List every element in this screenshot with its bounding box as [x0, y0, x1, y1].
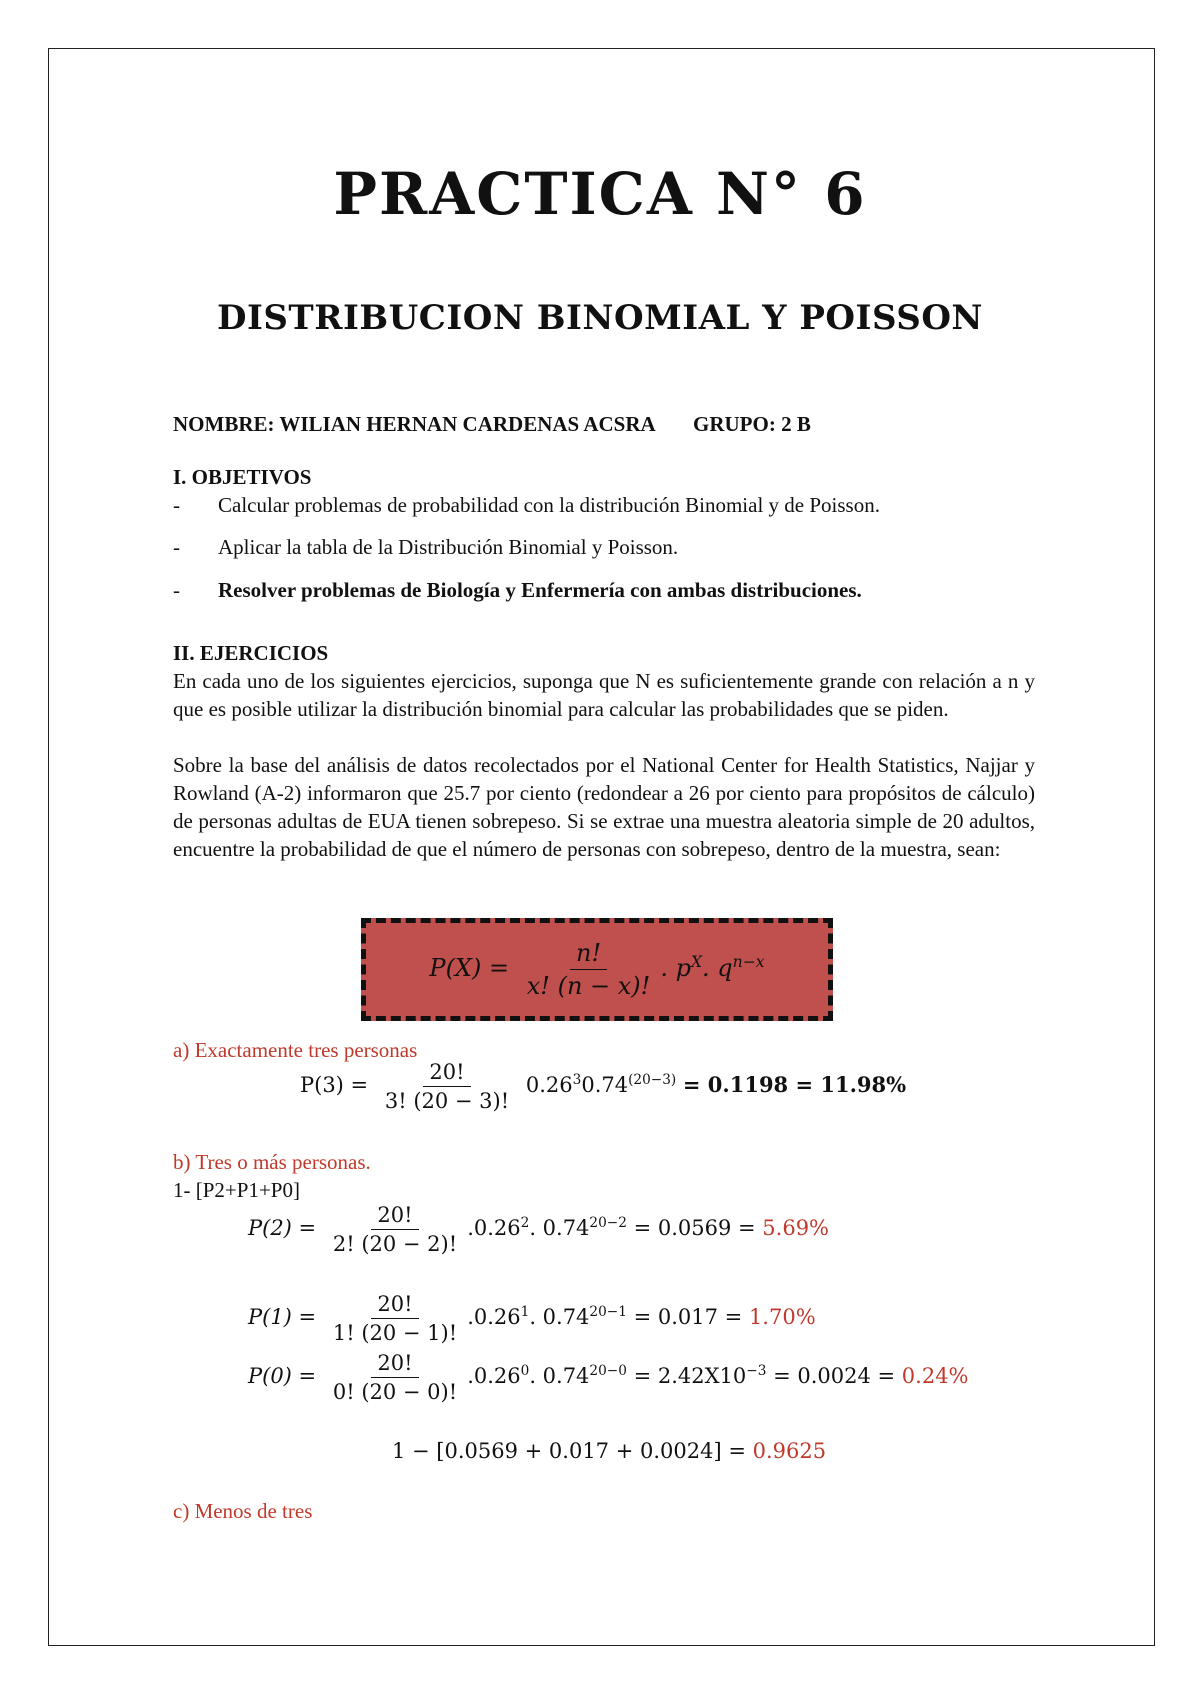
- part-a-fraction: [379, 1060, 515, 1113]
- group-value: 2 B: [781, 412, 811, 436]
- objective-item: Aplicar la tabla de la Distribución Binomial y Poisson.: [218, 535, 679, 559]
- p0-result-exp: −3: [746, 1363, 767, 1379]
- bullet-dash: -: [173, 578, 180, 602]
- p0-lhs: P(0) =: [248, 1364, 317, 1388]
- formula-q: . q: [702, 954, 733, 982]
- exercises-paragraph-2: Sobre la base del análisis de datos recolectados por el National Center for Health Statistics, Najjar y Rowland (A-2) informaron que 25.7 por ciento (redondear a 26 por ciento para propósitos de cálculo) de personas adultas de EUA tienen sobrepeso. Si se extrae una muestra aleatoria simple de 20 adultos, encuentre la probabilidad de que el número de personas con sobrepeso, dentro de la muestra, sean:: [173, 753, 1035, 861]
- p1-exp2: 20−1: [589, 1304, 627, 1320]
- p1-percent: 1.70%: [748, 1305, 816, 1329]
- p2-numerator: 20!: [371, 1203, 418, 1230]
- exercises-heading: II. EJERCICIOS: [173, 641, 329, 665]
- part-a-equation: [300, 1060, 906, 1113]
- total-value: 0.9625: [752, 1439, 827, 1463]
- p0-fraction: [327, 1351, 463, 1404]
- part-c-label: c) Menos de tres: [173, 1499, 313, 1523]
- part-b-label: b) Tres o más personas.: [173, 1150, 371, 1174]
- part-a-base2: 0.74: [581, 1073, 629, 1097]
- p2-equation: [248, 1203, 829, 1256]
- bullet-dash: -: [173, 535, 180, 559]
- p2-exp2: 20−2: [589, 1215, 627, 1231]
- part-a-denominator: 3! (20 − 3)!: [384, 1089, 510, 1113]
- part-a-exp1: 3: [572, 1072, 582, 1088]
- p2-base1: .0.26: [467, 1216, 521, 1240]
- p2-lhs: P(2) =: [248, 1216, 317, 1240]
- formula-p-exp: X: [690, 953, 703, 971]
- p1-base2: . 0.74: [529, 1305, 590, 1329]
- objective-item: Calcular problemas de probabilidad con la distribución Binomial y de Poisson.: [218, 493, 880, 517]
- p0-percent: 0.24%: [901, 1364, 969, 1388]
- p0-numerator: 20!: [371, 1351, 418, 1378]
- part-b-rule: 1- [P2+P1+P0]: [173, 1178, 300, 1202]
- p0-exp1: 0: [520, 1363, 530, 1379]
- p1-base1: .0.26: [467, 1305, 521, 1329]
- p2-exp1: 2: [520, 1215, 530, 1231]
- p0-exp2: 20−0: [589, 1363, 627, 1379]
- p1-result: = 0.017 =: [633, 1305, 743, 1329]
- formula-numerator: n!: [570, 939, 607, 970]
- formula-fraction: [521, 939, 657, 1000]
- p0-base2: . 0.74: [529, 1364, 590, 1388]
- objective-item: Resolver problemas de Biología y Enfermería con ambas distribuciones.: [218, 578, 862, 602]
- p1-exp1: 1: [520, 1304, 530, 1320]
- p1-numerator: 20!: [371, 1292, 418, 1319]
- part-a-result: = 0.1198 = 11.98%: [682, 1072, 907, 1097]
- p2-result: = 0.0569 =: [633, 1216, 756, 1240]
- part-a-exp2: (20−3): [628, 1072, 677, 1088]
- binomial-formula-box: [361, 918, 833, 1021]
- p2-fraction: [327, 1203, 463, 1256]
- name-label: NOMBRE:: [173, 412, 275, 436]
- total-equation: [392, 1439, 826, 1463]
- p0-result-post: = 0.0024 =: [773, 1364, 896, 1388]
- formula-denominator: x! (n − x)!: [526, 972, 651, 1000]
- p0-result-pre: = 2.42X10: [633, 1364, 747, 1388]
- p0-base1: .0.26: [467, 1364, 521, 1388]
- page-title: PRACTICA N° 6: [333, 160, 867, 228]
- p1-equation: [248, 1292, 816, 1345]
- p2-base2: . 0.74: [529, 1216, 590, 1240]
- objectives-heading: I. OBJETIVOS: [173, 465, 312, 489]
- p2-percent: 5.69%: [762, 1216, 830, 1240]
- formula-q-exp: n−x: [732, 953, 765, 971]
- p1-fraction: [327, 1292, 463, 1345]
- part-a-label: a) Exactamente tres personas: [173, 1038, 418, 1062]
- p0-denominator: 0! (20 − 0)!: [332, 1380, 458, 1404]
- part-a-base1: 0.26: [525, 1073, 573, 1097]
- formula-p: . p: [660, 954, 691, 982]
- p1-lhs: P(1) =: [248, 1305, 317, 1329]
- header-line: [173, 410, 811, 438]
- group-label: GRUPO:: [693, 412, 776, 436]
- formula-lhs: P(X) =: [429, 954, 510, 982]
- exercises-paragraph-1: En cada uno de los siguientes ejercicios, suponga que N es suficientemente grande con relación a n y que es posible utilizar la distribución binomial para calcular las probabilidades que se piden.: [173, 669, 1035, 721]
- total-expression: 1 − [0.0569 + 0.017 + 0.0024] =: [392, 1439, 746, 1463]
- name-value: WILIAN HERNAN CARDENAS ACSRA: [279, 412, 655, 436]
- p0-equation: [248, 1351, 969, 1404]
- page-subtitle: DISTRIBUCION BINOMIAL Y POISSON: [216, 298, 984, 338]
- p2-denominator: 2! (20 − 2)!: [332, 1232, 458, 1256]
- binomial-formula: [429, 939, 764, 1000]
- bullet-dash: -: [173, 493, 180, 517]
- part-a-lhs: P(3) =: [300, 1073, 369, 1097]
- p1-denominator: 1! (20 − 1)!: [332, 1321, 458, 1345]
- part-a-numerator: 20!: [423, 1060, 470, 1087]
